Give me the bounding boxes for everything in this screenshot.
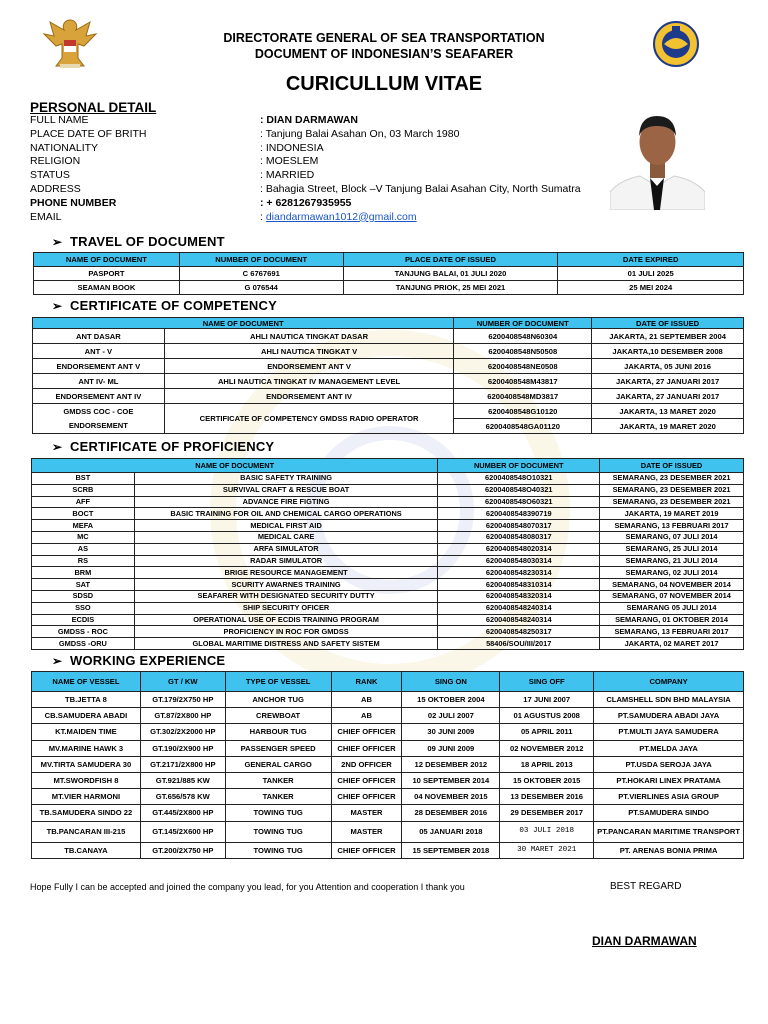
- personal-detail-heading: PERSONAL DETAIL: [30, 100, 157, 115]
- cell: JAKARTA,10 DESEMBER 2008: [592, 344, 744, 359]
- table-row: [33, 374, 744, 389]
- cell: ANT IV- ML: [33, 374, 165, 389]
- cell: SURVIVAL CRAFT & RESCUE BOAT: [134, 484, 438, 496]
- cell: TB.SAMUDERA SINDO 22: [32, 805, 141, 821]
- cell: SEAMAN BOOK: [34, 281, 180, 295]
- arrow-bullet-icon: ➢: [52, 440, 63, 454]
- cell: SEMARANG, 23 DESEMBER 2021: [600, 496, 744, 508]
- table-row: [32, 805, 744, 821]
- cell: MEFA: [32, 520, 135, 532]
- column-header: SING ON: [402, 672, 500, 692]
- cell: ENDORSEMENT ANT V: [164, 359, 454, 374]
- cell: PASSENGER SPEED: [225, 740, 331, 756]
- cell: JAKARTA, 27 JANUARI 2017: [592, 374, 744, 389]
- cell: MEDICAL CARE: [134, 531, 438, 543]
- cell: GLOBAL MARITIME DISTRESS AND SAFETY SISTEM: [134, 638, 438, 650]
- proficiency-table: [31, 458, 744, 650]
- field-value: : Bahagia Street, Block –V Tanjung Balai Asahan City, North Sumatra: [260, 182, 581, 195]
- cell: GT.656/578 KW: [140, 789, 225, 805]
- field-value: : MOESLEM: [260, 155, 319, 168]
- field-label: EMAIL: [30, 210, 62, 223]
- cell: 02 JULI 2007: [402, 708, 500, 724]
- cell: GT.179/2X750 HP: [140, 692, 225, 708]
- table-row: [32, 842, 744, 858]
- cell: C 6767691: [179, 267, 343, 281]
- cell: PT.SAMUDERA ABADI JAYA: [594, 708, 744, 724]
- cell: CREWBOAT: [225, 708, 331, 724]
- cell: SEMARANG, 25 JULI 2014: [600, 543, 744, 555]
- cell: BASIC TRAINING FOR OIL AND CHEMICAL CARGO OPERATIONS: [134, 508, 438, 520]
- cell: MT.SWORDFISH 8: [32, 772, 141, 788]
- cell: BRIGE RESOURCE MANAGEMENT: [134, 567, 438, 579]
- cell: TOWING TUG: [225, 821, 331, 842]
- field-value: : INDONESIA: [260, 141, 324, 154]
- table-row: [32, 626, 744, 638]
- column-header: GT / KW: [140, 672, 225, 692]
- cell: 6200408548020314: [438, 543, 600, 555]
- table-row: [32, 821, 744, 842]
- cell: JAKARTA, 27 JANUARI 2017: [592, 389, 744, 404]
- cell: PT.SAMUDERA SINDO: [594, 805, 744, 821]
- personal-row: [30, 114, 600, 128]
- table-row: [33, 404, 744, 419]
- cell: 02 NOVEMBER 2012: [500, 740, 594, 756]
- cell: SEMARANG 05 JULI 2014: [600, 602, 744, 614]
- cell: TANJUNG BALAI, 01 JULI 2020: [343, 267, 558, 281]
- competency-table: [32, 317, 744, 434]
- column-header: NAME OF DOCUMENT: [32, 459, 438, 473]
- cell: GMDSS - ROC: [32, 626, 135, 638]
- cell: TOWING TUG: [225, 842, 331, 858]
- cell: 6200408548G10120: [454, 404, 592, 419]
- cell: SCRB: [32, 484, 135, 496]
- personal-row: [30, 183, 600, 197]
- table-row: [32, 602, 744, 614]
- cell: 6200408548080317: [438, 531, 600, 543]
- cell: OPERATIONAL USE OF ECDIS TRAINING PROGRAM: [134, 614, 438, 626]
- cell: GT.200/2X750 HP: [140, 842, 225, 858]
- table-header-row: [32, 459, 744, 473]
- table-row: [32, 543, 744, 555]
- cell: HARBOUR TUG: [225, 724, 331, 740]
- cell: SEMARANG, 02 JULI 2014: [600, 567, 744, 579]
- cell: 12 DESEMBER 2012: [402, 756, 500, 772]
- cell: SEMARANG, 01 OKTOBER 2014: [600, 614, 744, 626]
- cell: SHIP SECURITY OFICER: [134, 602, 438, 614]
- cell: 6200408548O10321: [438, 473, 600, 485]
- cell: MASTER: [331, 821, 402, 842]
- column-header: NUMBER OF DOCUMENT: [179, 253, 343, 267]
- cell: 04 NOVEMBER 2015: [402, 789, 500, 805]
- cell: PT.USDA SEROJA JAYA: [594, 756, 744, 772]
- field-value: : Tanjung Balai Asahan On, 03 March 1980: [260, 127, 460, 140]
- cell: MV.MARINE HAWK 3: [32, 740, 141, 756]
- column-header: NUMBER OF DOCUMENT: [438, 459, 600, 473]
- cell: 6200408548M43817: [454, 374, 592, 389]
- cell: MC: [32, 531, 135, 543]
- cell: ENDORSEMENT ANT IV: [164, 389, 454, 404]
- table-row: [32, 473, 744, 485]
- email-link[interactable]: diandarmawan1012@gmail.com: [265, 210, 417, 223]
- table-row: [32, 724, 744, 740]
- cell: 13 DESEMBER 2016: [500, 789, 594, 805]
- cell: 6200408548070317: [438, 520, 600, 532]
- cell: ENDORSEMENT ANT V: [33, 359, 165, 374]
- cell: 30 MARET 2021: [500, 842, 594, 858]
- table-header-row: [33, 318, 744, 329]
- column-header: NUMBER OF DOCUMENT: [454, 318, 592, 329]
- page-title: CURICULLUM VITAE: [285, 73, 483, 95]
- cell: CHIEF OFFICER: [331, 740, 402, 756]
- cell: GT.87/2X800 HP: [140, 708, 225, 724]
- cell: 15 SEPTEMBER 2018: [402, 842, 500, 858]
- cell: JAKARTA, 13 MARET 2020: [592, 404, 744, 419]
- cell: CHIEF OFFICER: [331, 842, 402, 858]
- cell: BOCT: [32, 508, 135, 520]
- cell: CLAMSHELL SDN BHD MALAYSIA: [594, 692, 744, 708]
- cell: SEMARANG, 21 JULI 2014: [600, 555, 744, 567]
- cell: 30 JUNI 2009: [402, 724, 500, 740]
- cell: GENERAL CARGO: [225, 756, 331, 772]
- cell: 18 APRIL 2013: [500, 756, 594, 772]
- table-row: [32, 708, 744, 724]
- cell: GT.445/2X800 HP: [140, 805, 225, 821]
- proficiency-heading: ➢ CERTIFICATE OF PROFICIENCY: [52, 439, 275, 454]
- experience-table: [31, 671, 744, 859]
- closing-statement: Hope Fully I can be accepted and joined the company you lead, for you Attention and cooperation I thank you: [30, 882, 465, 892]
- cell: BASIC SAFETY TRAINING: [134, 473, 438, 485]
- cell: SEMARANG, 07 JULI 2014: [600, 531, 744, 543]
- cell: PT. ARENAS BONIA PRIMA: [594, 842, 744, 858]
- cell: GT.190/2X900 HP: [140, 740, 225, 756]
- field-label: PHONE NUMBER: [30, 196, 117, 209]
- table-row: [32, 531, 744, 543]
- arrow-bullet-icon: ➢: [52, 235, 63, 249]
- cell: AS: [32, 543, 135, 555]
- cell: 6200408548240314: [438, 602, 600, 614]
- cell: 6200408548230314: [438, 567, 600, 579]
- cell: SEMARANG, 23 DESEMBER 2021: [600, 473, 744, 485]
- cell: SEMARANG, 23 DESEMBER 2021: [600, 484, 744, 496]
- cell: TANKER: [225, 772, 331, 788]
- table-row: [32, 520, 744, 532]
- cell: TB.CANAYA: [32, 842, 141, 858]
- column-header: RANK: [331, 672, 402, 692]
- cell: 6200408548O60321: [438, 496, 600, 508]
- cell: JAKARTA, 19 MARET 2019: [600, 508, 744, 520]
- cell: 6200408548320314: [438, 590, 600, 602]
- cell: TANJUNG PRIOK, 25 MEI 2021: [343, 281, 558, 295]
- cell: TB.JETTA 8: [32, 692, 141, 708]
- cell: GT.302/2X2000 HP: [140, 724, 225, 740]
- cell: ANT - V: [33, 344, 165, 359]
- cell: 05 JANUARI 2018: [402, 821, 500, 842]
- table-row: [34, 281, 744, 295]
- best-regard: BEST REGARD: [610, 881, 682, 892]
- cell: ANCHOR TUG: [225, 692, 331, 708]
- cell: GT.921/885 KW: [140, 772, 225, 788]
- cell: 17 JUNI 2007: [500, 692, 594, 708]
- cell: AB: [331, 692, 402, 708]
- field-label: NATIONALITY: [30, 141, 99, 154]
- table-row: [34, 267, 744, 281]
- column-header: SING OFF: [500, 672, 594, 692]
- personal-row: [30, 169, 600, 183]
- table-row: [33, 329, 744, 344]
- cell: 6200408548310314: [438, 579, 600, 591]
- cell: 6200408548250317: [438, 626, 600, 638]
- column-header: COMPANY: [594, 672, 744, 692]
- cell: BRM: [32, 567, 135, 579]
- cell: GMDSS COC - COE ENDORSEMENT: [33, 404, 165, 434]
- cell: ADVANCE FIRE FIGTING: [134, 496, 438, 508]
- cell: 01 JULI 2025: [558, 267, 744, 281]
- personal-detail-list: [30, 114, 600, 224]
- cell: 29 DESEMBER 2017: [500, 805, 594, 821]
- cell: GMDSS -ORU: [32, 638, 135, 650]
- cell: AFF: [32, 496, 135, 508]
- personal-row: [30, 128, 600, 142]
- cell: SEMARANG, 13 FEBRUARI 2017: [600, 626, 744, 638]
- arrow-bullet-icon: ➢: [52, 299, 63, 313]
- cell: 28 DESEMBER 2016: [402, 805, 500, 821]
- cell: BST: [32, 473, 135, 485]
- table-row: [32, 789, 744, 805]
- cell: SSO: [32, 602, 135, 614]
- table-row: [32, 692, 744, 708]
- cell: 6200408548MD3817: [454, 389, 592, 404]
- table-row: [32, 590, 744, 602]
- cell: AHLI NAUTICA TINGKAT IV MANAGEMENT LEVEL: [164, 374, 454, 389]
- cell: 6200408548O40321: [438, 484, 600, 496]
- field-label: STATUS: [30, 169, 70, 182]
- cell: PROFICIENCY IN ROC FOR GMDSS: [134, 626, 438, 638]
- cell: TB.PANCARAN III-215: [32, 821, 141, 842]
- cell: 6200408548390719: [438, 508, 600, 520]
- cell: GT.2171/2X800 HP: [140, 756, 225, 772]
- table-row: [32, 638, 744, 650]
- cell: MEDICAL FIRST AID: [134, 520, 438, 532]
- cell: ECDIS: [32, 614, 135, 626]
- cell: MASTER: [331, 805, 402, 821]
- experience-heading: ➢ WORKING EXPERIENCE: [52, 653, 226, 668]
- cell: 6200408548N50508: [454, 344, 592, 359]
- cell: 15 OKTOBER 2004: [402, 692, 500, 708]
- column-header: NAME OF VESSEL: [32, 672, 141, 692]
- cell: RADAR SIMULATOR: [134, 555, 438, 567]
- column-header: DATE EXPIRED: [558, 253, 744, 267]
- competency-heading: ➢ CERTIFICATE OF COMPETENCY: [52, 298, 277, 313]
- table-row: [32, 567, 744, 579]
- table-row: [32, 772, 744, 788]
- travel-heading: ➢ TRAVEL OF DOCUMENT: [52, 234, 225, 249]
- cell: 6200408548NE0508: [454, 359, 592, 374]
- table-header-row: [34, 253, 744, 267]
- cell: PT.MULTI JAYA SAMUDERA: [594, 724, 744, 740]
- header-line2: DOCUMENT OF INDONESIAN’S SEAFARER: [254, 47, 514, 61]
- cell: PT.HOKARI LINEX PRATAMA: [594, 772, 744, 788]
- table-row: [32, 756, 744, 772]
- personal-row: [30, 211, 600, 225]
- cell: KT.MAIDEN TIME: [32, 724, 141, 740]
- cell: SAT: [32, 579, 135, 591]
- personal-row: [30, 155, 600, 169]
- cell: SEMARANG, 13 FEBRUARI 2017: [600, 520, 744, 532]
- profile-photo: [610, 100, 705, 210]
- cell: SEAFARER WITH DESIGNATED SECURITY DUTTY: [134, 590, 438, 602]
- cell: ARFA SIMULATOR: [134, 543, 438, 555]
- table-row: [32, 740, 744, 756]
- header-line1: DIRECTORATE GENERAL OF SEA TRANSPORTATION: [223, 31, 545, 45]
- cell: JAKARTA, 19 MARET 2020: [592, 419, 744, 434]
- cell: TANKER: [225, 789, 331, 805]
- table-row: [32, 579, 744, 591]
- field-label: FULL NAME: [30, 114, 89, 126]
- column-header: NAME OF DOCUMENT: [34, 253, 180, 267]
- cell: AHLI NAUTICA TINGKAT DASAR: [164, 329, 454, 344]
- cell: GT.145/2X600 HP: [140, 821, 225, 842]
- column-header: TYPE OF VESSEL: [225, 672, 331, 692]
- cell: CERTIFICATE OF COMPETENCY GMDSS RADIO OPERATOR: [164, 404, 454, 434]
- column-header: PLACE DATE OF ISSUED: [343, 253, 558, 267]
- cell: 03 JULI 2018: [500, 821, 594, 842]
- cell: JAKARTA, 02 MARET 2017: [600, 638, 744, 650]
- table-row: [32, 614, 744, 626]
- cell: MV.TIRTA SAMUDERA 30: [32, 756, 141, 772]
- field-value: : + 6281267935955: [260, 196, 352, 209]
- cell: PT.MELDA JAYA: [594, 740, 744, 756]
- personal-row: [30, 142, 600, 156]
- field-value: : DIAN DARMAWAN: [260, 114, 358, 126]
- cell: TOWING TUG: [225, 805, 331, 821]
- field-label: RELIGION: [30, 155, 81, 168]
- cell: 2ND OFFICER: [331, 756, 402, 772]
- column-header: DATE OF ISSUED: [592, 318, 744, 329]
- table-row: [33, 389, 744, 404]
- cell: SCURITY AWARNES TRAINING: [134, 579, 438, 591]
- table-row: [32, 484, 744, 496]
- cell: SEMARANG, 04 NOVEMBER 2014: [600, 579, 744, 591]
- table-row: [32, 496, 744, 508]
- email-prefix: :: [260, 210, 266, 223]
- cell: 6200408548030314: [438, 555, 600, 567]
- travel-table: [33, 252, 744, 295]
- field-label: ADDRESS: [30, 182, 81, 195]
- cell: 58406/SOU/III/2017: [438, 638, 600, 650]
- cell: CHIEF OFFICER: [331, 724, 402, 740]
- signature-name: DIAN DARMAWAN: [592, 934, 697, 948]
- cell: 6200408548240314: [438, 614, 600, 626]
- table-row: [33, 344, 744, 359]
- cell: 15 OKTOBER 2015: [500, 772, 594, 788]
- cell: AB: [331, 708, 402, 724]
- cell: MT.VIER HARMONI: [32, 789, 141, 805]
- cell: 10 SEPTEMBER 2014: [402, 772, 500, 788]
- cell: CHIEF OFFICER: [331, 789, 402, 805]
- cell: 25 MEI 2024: [558, 281, 744, 295]
- cell: SDSD: [32, 590, 135, 602]
- cell: 6200408548GA01120: [454, 419, 592, 434]
- cell: 01 AGUSTUS 2008: [500, 708, 594, 724]
- cell: PASPORT: [34, 267, 180, 281]
- personal-row: [30, 197, 600, 211]
- cell: 05 APRIL 2011: [500, 724, 594, 740]
- table-row: [32, 508, 744, 520]
- cell: CB.SAMUDERA ABADI: [32, 708, 141, 724]
- field-label: PLACE DATE OF BRITH: [30, 127, 147, 140]
- table-header-row: [32, 672, 744, 692]
- cell: SEMARANG, 07 NOVEMBER 2014: [600, 590, 744, 602]
- cell: RS: [32, 555, 135, 567]
- cell: JAKARTA, 21 SEPTEMBER 2004: [592, 329, 744, 344]
- table-row: [32, 555, 744, 567]
- field-value: : MARRIED: [260, 169, 315, 182]
- cell: G 076544: [179, 281, 343, 295]
- table-row: [33, 359, 744, 374]
- cell: ENDORSEMENT ANT IV: [33, 389, 165, 404]
- cell: ANT DASAR: [33, 329, 165, 344]
- cell: 6200408548N60304: [454, 329, 592, 344]
- cell: AHLI NAUTICA TINGKAT V: [164, 344, 454, 359]
- column-header: NAME OF DOCUMENT: [33, 318, 454, 329]
- cell: CHIEF OFFICER: [331, 772, 402, 788]
- cell: 09 JUNI 2009: [402, 740, 500, 756]
- cell: JAKARTA, 05 JUNI 2016: [592, 359, 744, 374]
- column-header: DATE OF ISSUED: [600, 459, 744, 473]
- cell: PT.VIERLINES ASIA GROUP: [594, 789, 744, 805]
- cell: PT.PANCARAN MARITIME TRANSPORT: [594, 821, 744, 842]
- arrow-bullet-icon: ➢: [52, 654, 63, 668]
